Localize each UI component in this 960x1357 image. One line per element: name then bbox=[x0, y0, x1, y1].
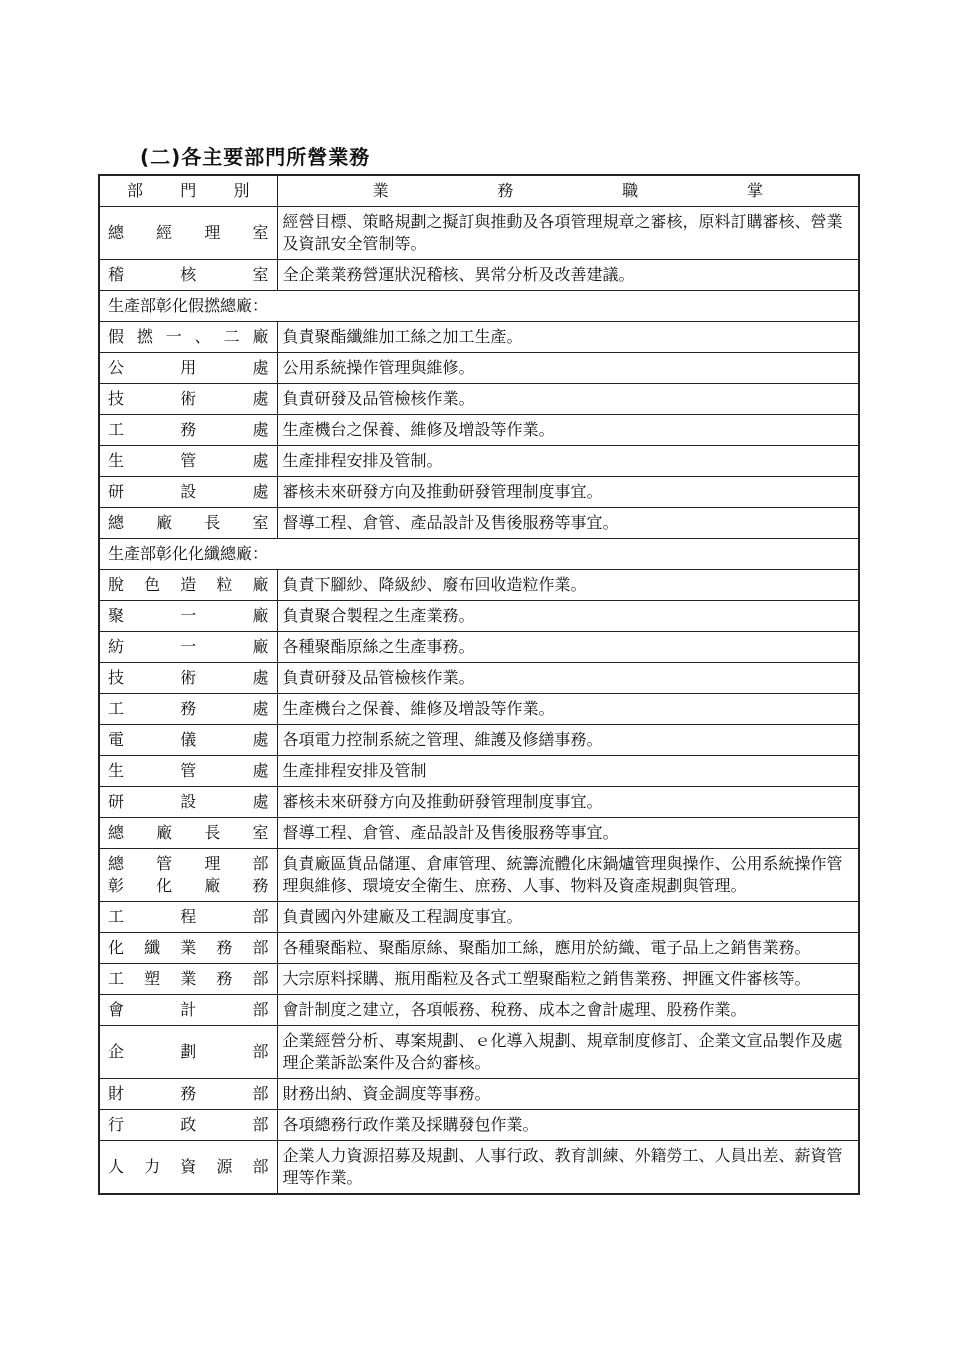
dept-name: 公 用 處 bbox=[108, 358, 269, 377]
dept-cell bbox=[99, 207, 277, 260]
dept-name: 脫 色 造 粒 廠 bbox=[108, 575, 269, 594]
table-row bbox=[99, 995, 859, 1026]
dept-name: 研 設 處 bbox=[108, 482, 269, 501]
dept-name: 假 撚 一 、 二 廠 bbox=[108, 327, 269, 346]
dept-name: 技 術 處 bbox=[108, 668, 269, 687]
section-title: (二)各主要部門所營業務 bbox=[140, 145, 371, 169]
dept-cell bbox=[99, 725, 277, 756]
table-row bbox=[99, 725, 859, 756]
dept-cell bbox=[99, 353, 277, 384]
duty-cell: 各項總務行政作業及採購發包作業。 bbox=[277, 1110, 859, 1141]
dept-cell bbox=[99, 570, 277, 601]
duty-cell: 會計制度之建立，各項帳務、稅務、成本之會計處理、股務作業。 bbox=[277, 995, 859, 1026]
dept-cell bbox=[99, 601, 277, 632]
table-row bbox=[99, 849, 859, 902]
dept-name: 總 廠 長 室 bbox=[108, 823, 269, 842]
duty-cell: 審核未來研發方向及推動研發管理制度事宜。 bbox=[277, 787, 859, 818]
section-label: 生產部彰化化纖總廠： bbox=[99, 539, 859, 570]
duty-cell: 督導工程、倉管、產品設計及售後服務等事宜。 bbox=[277, 508, 859, 539]
table-row bbox=[99, 694, 859, 725]
dept-name: 工 塑 業 務 部 bbox=[108, 969, 269, 988]
table-row bbox=[99, 1026, 859, 1079]
table-row bbox=[99, 1110, 859, 1141]
duty-cell: 負責研發及品管檢核作業。 bbox=[277, 663, 859, 694]
table-row bbox=[99, 322, 859, 353]
section-row bbox=[99, 539, 859, 570]
table-body bbox=[99, 207, 859, 1195]
duty-cell: 各種聚酯原絲之生產事務。 bbox=[277, 632, 859, 663]
table-row bbox=[99, 787, 859, 818]
duty-cell: 各項電力控制系統之管理、維護及修繕事務。 bbox=[277, 725, 859, 756]
dept-name: 生 管 處 bbox=[108, 761, 269, 780]
dept-cell bbox=[99, 933, 277, 964]
table-row bbox=[99, 1079, 859, 1110]
duty-cell: 負責廠區貨品儲運、倉庫管理、統籌流體化床鍋爐管理與操作、公用系統操作管理與維修、環境安全衛生、庶務、人事、物料及資產規劃與管理。 bbox=[277, 849, 859, 902]
dept-cell bbox=[99, 384, 277, 415]
department-duties-table bbox=[98, 174, 860, 1195]
dept-cell bbox=[99, 902, 277, 933]
duty-cell: 大宗原料採購、瓶用酯粒及各式工塑聚酯粒之銷售業務、押匯文件審核等。 bbox=[277, 964, 859, 995]
table-row bbox=[99, 477, 859, 508]
dept-cell bbox=[99, 694, 277, 725]
duty-cell: 負責聚酯纖維加工絲之加工生產。 bbox=[277, 322, 859, 353]
table-row bbox=[99, 1141, 859, 1195]
duty-cell: 負責聚合製程之生產業務。 bbox=[277, 601, 859, 632]
table-row bbox=[99, 384, 859, 415]
header-duty bbox=[277, 175, 859, 207]
duty-cell: 各種聚酯粒、聚酯原絲、聚酯加工絲，應用於紡織、電子品上之銷售業務。 bbox=[277, 933, 859, 964]
dept-name: 技 術 處 bbox=[108, 389, 269, 408]
dept-name: 生 管 處 bbox=[108, 451, 269, 470]
dept-cell bbox=[99, 787, 277, 818]
duty-cell: 生產機台之保養、維修及增設等作業。 bbox=[277, 415, 859, 446]
duty-cell: 企業經營分析、專案規劃、ｅ化導入規劃、規章制度修訂、企業文宣品製作及處理企業訴訟案件及合約審核。 bbox=[277, 1026, 859, 1079]
table-row bbox=[99, 446, 859, 477]
duty-cell: 企業人力資源招募及規劃、人事行政、教育訓練、外籍勞工、人員出差、薪資管理等作業。 bbox=[277, 1141, 859, 1195]
dept-name: 工 務 處 bbox=[108, 699, 269, 718]
dept-cell bbox=[99, 446, 277, 477]
dept-name: 行 政 部 bbox=[108, 1115, 269, 1134]
duty-cell: 督導工程、倉管、產品設計及售後服務等事宜。 bbox=[277, 818, 859, 849]
dept-name: 化 纖 業 務 部 bbox=[108, 938, 269, 957]
dept-name: 工 務 處 bbox=[108, 420, 269, 439]
dept-name: 企 劃 部 bbox=[108, 1042, 269, 1061]
dept-cell bbox=[99, 1141, 277, 1195]
dept-cell bbox=[99, 663, 277, 694]
table-row bbox=[99, 756, 859, 787]
section-label: 生產部彰化假撚總廠： bbox=[99, 291, 859, 322]
table-row bbox=[99, 663, 859, 694]
table-row bbox=[99, 902, 859, 933]
dept-cell bbox=[99, 964, 277, 995]
dept-cell bbox=[99, 1110, 277, 1141]
dept-cell bbox=[99, 995, 277, 1026]
dept-name: 總 廠 長 室 bbox=[108, 513, 269, 532]
duty-cell: 財務出納、資金調度等事務。 bbox=[277, 1079, 859, 1110]
table-row bbox=[99, 260, 859, 291]
table-row bbox=[99, 415, 859, 446]
dept-cell bbox=[99, 260, 277, 291]
table-row bbox=[99, 570, 859, 601]
dept-cell bbox=[99, 849, 277, 902]
dept-cell bbox=[99, 415, 277, 446]
table-row bbox=[99, 818, 859, 849]
duty-cell: 負責研發及品管檢核作業。 bbox=[277, 384, 859, 415]
dept-name: 彰 化 廠 務 bbox=[108, 876, 269, 895]
table-row bbox=[99, 508, 859, 539]
table-header-row bbox=[99, 175, 859, 207]
dept-cell bbox=[99, 756, 277, 787]
duty-cell: 生產排程安排及管制。 bbox=[277, 446, 859, 477]
duty-cell: 負責國內外建廠及工程調度事宜。 bbox=[277, 902, 859, 933]
dept-cell bbox=[99, 477, 277, 508]
dept-cell bbox=[99, 632, 277, 663]
duty-cell: 負責下腳紗、降級紗、廢布回收造粒作業。 bbox=[277, 570, 859, 601]
dept-name: 會 計 部 bbox=[108, 1000, 269, 1019]
dept-name: 聚 一 廠 bbox=[108, 606, 269, 625]
duty-cell: 生產排程安排及管制 bbox=[277, 756, 859, 787]
header-duty-text: 業 務 職 掌 bbox=[372, 181, 763, 200]
table-row bbox=[99, 933, 859, 964]
table-row bbox=[99, 601, 859, 632]
dept-cell bbox=[99, 818, 277, 849]
dept-cell bbox=[99, 1026, 277, 1079]
duty-cell: 經營目標、策略規劃之擬訂與推動及各項管理規章之審核，原料訂購審核、營業及資訊安全管制等。 bbox=[277, 207, 859, 260]
table-row bbox=[99, 207, 859, 260]
dept-cell bbox=[99, 1079, 277, 1110]
duty-cell: 公用系統操作管理與維修。 bbox=[277, 353, 859, 384]
dept-name: 財 務 部 bbox=[108, 1084, 269, 1103]
duty-cell: 生產機台之保養、維修及增設等作業。 bbox=[277, 694, 859, 725]
dept-name: 電 儀 處 bbox=[108, 730, 269, 749]
duty-cell: 審核未來研發方向及推動研發管理制度事宜。 bbox=[277, 477, 859, 508]
duty-cell: 全企業業務營運狀況稽核、異常分析及改善建議。 bbox=[277, 260, 859, 291]
dept-name: 人 力 資 源 部 bbox=[108, 1157, 269, 1176]
header-dept bbox=[99, 175, 277, 207]
table-row bbox=[99, 353, 859, 384]
dept-name: 稽 核 室 bbox=[108, 265, 269, 284]
table-row bbox=[99, 632, 859, 663]
dept-name: 工 程 部 bbox=[108, 907, 269, 926]
dept-cell bbox=[99, 322, 277, 353]
dept-name: 總 經 理 室 bbox=[108, 223, 269, 242]
dept-name: 總 管 理 部 bbox=[108, 854, 269, 873]
table-row bbox=[99, 964, 859, 995]
header-dept-text: 部 門 別 bbox=[127, 181, 250, 200]
section-row bbox=[99, 291, 859, 322]
dept-name: 紡 一 廠 bbox=[108, 637, 269, 656]
dept-name: 研 設 處 bbox=[108, 792, 269, 811]
dept-cell bbox=[99, 508, 277, 539]
